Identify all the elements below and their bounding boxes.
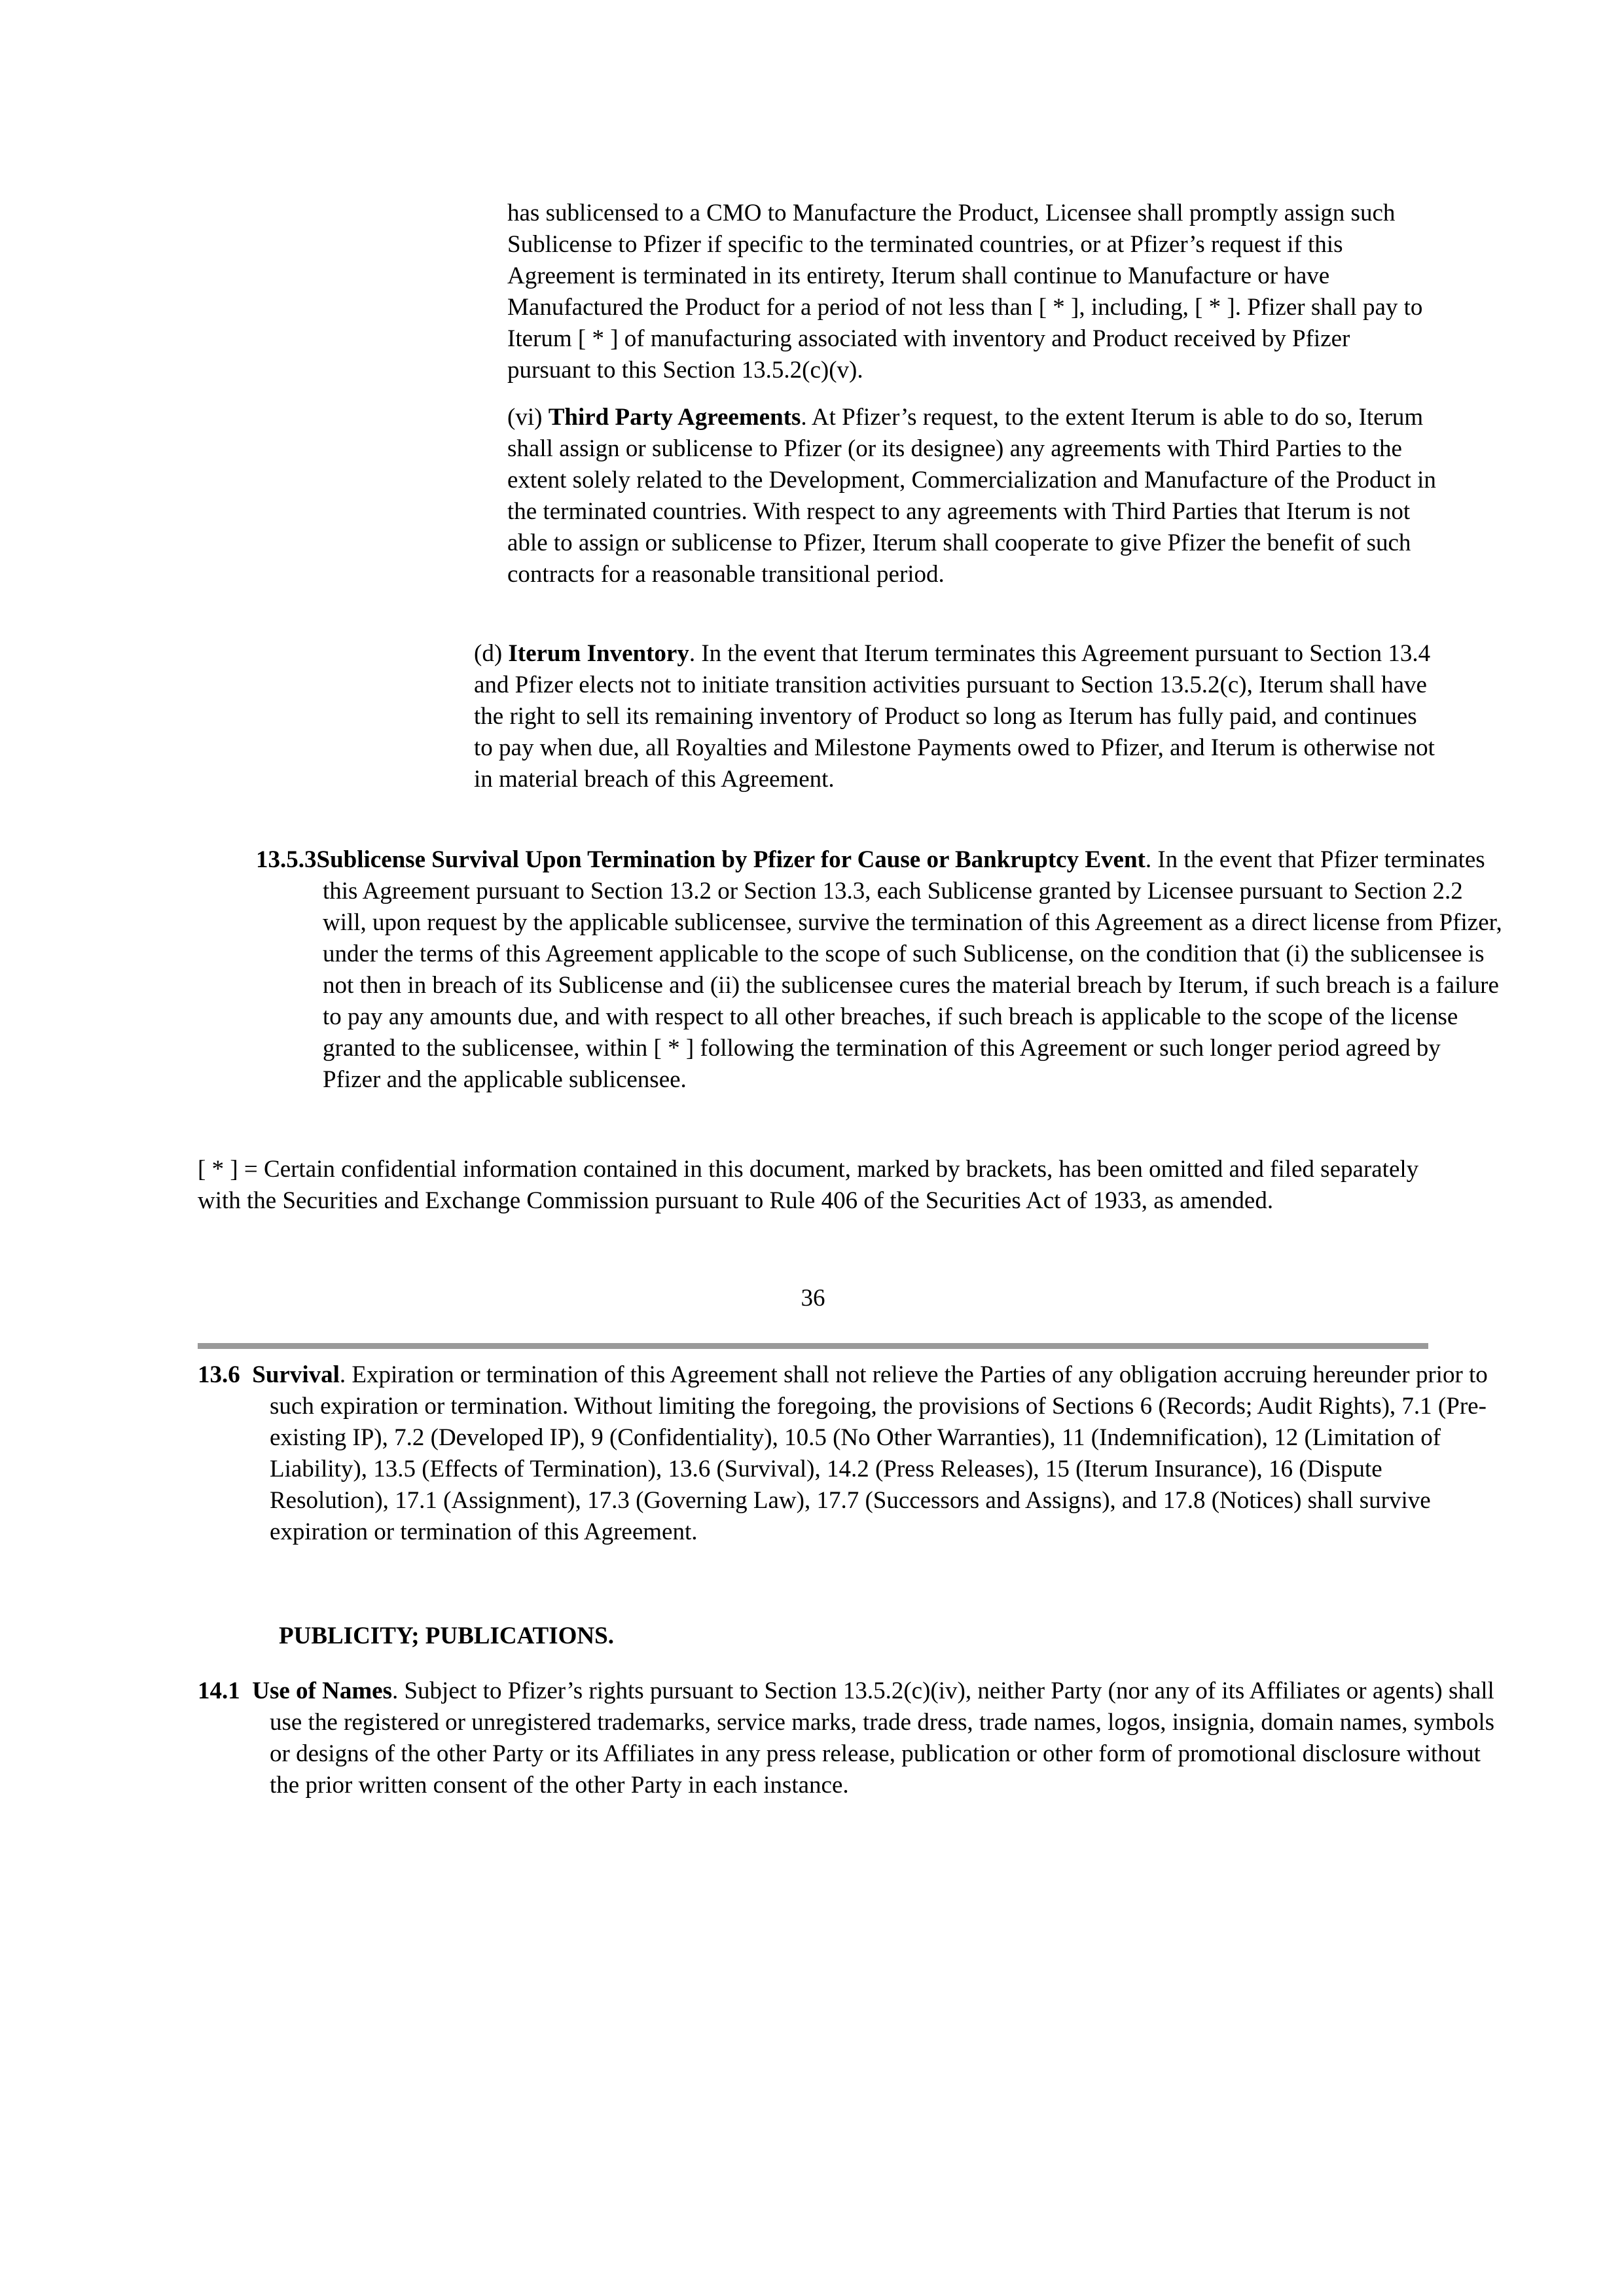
paragraph-d-title: Iterum Inventory bbox=[508, 640, 689, 667]
section-13-6-title: Survival bbox=[252, 1361, 340, 1388]
section-14-1-number: 14.1 bbox=[198, 1677, 240, 1704]
paragraph-vi-title: Third Party Agreements bbox=[548, 404, 801, 431]
section-13-5-3-text: . In the event that Pfizer terminates this Agreement pursuant to Section 13.2 or Section 13.3, each Sublicense granted by Licensee pursuant to Section 2.2 will, upon request by the applicable sublicensee, survive the termination of this Agreement as a direct license from Pfizer, under the terms of this Agreement applicable to the scope of such Sublicense, on the condition that (i) the sublicensee is not then in breach of its Sublicense and (ii) the sublicensee cures the material breach by Iterum, if such breach is a failure to pay any amounts due, and with respect to all other breaches, if such breach is applicable to the scope of the license granted to the sublicensee, within [ * ] following the termination of this Agreement or such longer period agreed by Pfizer and the applicable sublicensee. bbox=[323, 846, 1502, 1093]
paragraph-v-continuation: has sublicensed to a CMO to Manufacture the Product, Licensee shall promptly assign such Sublicense to Pfizer if specific to the terminated countries, or at Pfizer’s request if this Agreement is terminated in its entirety, Iterum shall continue to Manufacture or have Manufactured the Product for a period of not less than [ * ], including, [ * ]. Pfizer shall pay to Iterum [ * ] of manufacturing associated with inventory and Product received by Pfizer pursuant to this Section 13.5.2(c)(v). bbox=[507, 200, 1423, 384]
page-divider bbox=[198, 1343, 1428, 1349]
paragraph-d-number: (d) bbox=[474, 640, 503, 667]
section-13-6-survival bbox=[198, 1359, 1502, 1548]
confidentiality-footnote: [ * ] = Certain confidential information contained in this document, marked by brackets, has been omitted and filed separately with the Securities and Exchange Commission pursuant to Rule 406 of the Securities Act of 1933, as amended. bbox=[198, 1156, 1419, 1214]
page-number: 36 bbox=[801, 1285, 825, 1312]
section-13-5-3-number: 13.5.3 bbox=[256, 846, 317, 873]
section-13-5-3 bbox=[256, 844, 1503, 1096]
section-14-1-title: Use of Names bbox=[252, 1677, 392, 1704]
section-13-6-number: 13.6 bbox=[198, 1361, 240, 1388]
section-13-5-3-title: Sublicense Survival Upon Termination by Pfizer for Cause or Bankruptcy Event bbox=[316, 846, 1146, 873]
paragraph-vi-third-party-agreements bbox=[507, 402, 1437, 590]
section-14-heading: PUBLICITY; PUBLICATIONS. bbox=[279, 1623, 614, 1649]
paragraph-vi-number: (vi) bbox=[507, 404, 543, 431]
section-13-6-text: . Expiration or termination of this Agreement shall not relieve the Parties of any obligation accruing hereunder prior to such expiration or termination. Without limiting the foregoing, the provisions of Sections 6 (Records; Audit Rights), 7.1 (Pre-existing IP), 7.2 (Developed IP), 9 (Confidentiality), 10.5 (No Other Warranties), 11 (Indemnification), 12 (Limitation of Liability), 13.5 (Effects of Termination), 13.6 (Survival), 14.2 (Press Releases), 15 (Iterum Insurance), 16 (Dispute Resolution), 17.1 (Assignment), 17.3 (Governing Law), 17.7 (Successors and Assigns), and 17.8 (Notices) shall survive expiration or termination of this Agreement. bbox=[270, 1361, 1488, 1545]
paragraph-d-text: . In the event that Iterum terminates this Agreement pursuant to Section 13.4 and Pfizer elects not to initiate transition activities pursuant to Section 13.5.2(c), Iterum shall have the right to sell its remaining inventory of Product so long as Iterum has fully paid, and continues to pay when due, all Royalties and Milestone Payments owed to Pfizer, and Iterum is otherwise not in material breach of this Agreement. bbox=[474, 640, 1435, 793]
section-14-1-use-of-names bbox=[198, 1676, 1502, 1801]
paragraph-vi-text: . At Pfizer’s request, to the extent Iterum is able to do so, Iterum shall assign or sublicense to Pfizer (or its designee) any agreements with Third Parties to the extent solely related to the Development, Commercialization and Manufacture of the Product in the terminated countries. With respect to any agreements with Third Parties that Iterum is not able to assign or sublicense to Pfizer, Iterum shall cooperate to give Pfizer the benefit of such contracts for a reasonable transitional period. bbox=[507, 404, 1436, 588]
paragraph-d-iterum-inventory bbox=[474, 638, 1436, 795]
section-14-1-text: . Subject to Pfizer’s rights pursuant to Section 13.5.2(c)(iv), neither Party (nor any of its Affiliates or agents) shall use the registered or unregistered trademarks, service marks, trade dress, trade names, logos, insignia, domain names, symbols or designs of the other Party or its Affiliates in any press release, publication or other form of promotional disclosure without the prior written consent of the other Party in each instance. bbox=[270, 1677, 1495, 1799]
